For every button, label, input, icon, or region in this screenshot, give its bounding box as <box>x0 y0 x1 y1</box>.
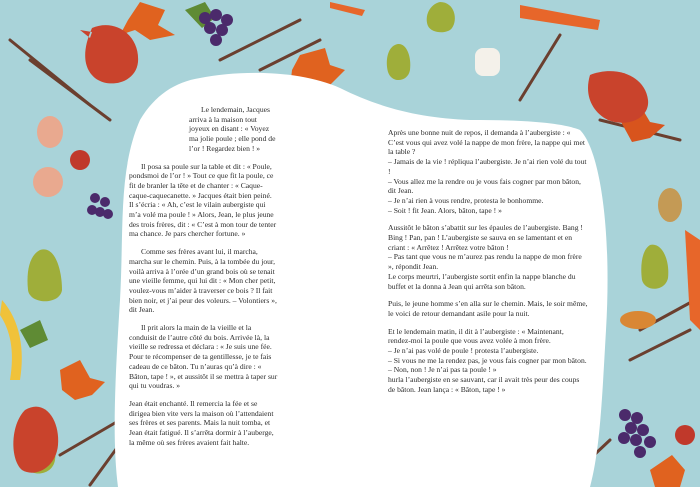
paragraph: – Vous allez me la rendre ou je vous fais cogner par mon bâton, dit Jean. <box>388 176 581 196</box>
paragraph: – Si vous ne me la rendez pas, je vous fais cogner par mon bâton. <box>388 355 587 365</box>
paragraph: Et le lendemain matin, il dit à l’aubergiste : « Maintenant, rendez-moi la poule que vous avez volée à mon frère. <box>388 326 564 346</box>
paragraph: hurla l’aubergiste en se sauvant, car il avait très peur des coups de bâton. Jean lança : « Bâton, tape ! » <box>388 375 580 394</box>
paragraph: Aussitôt le bâton s’abattit sur les épaules de l’aubergiste. Bang ! Bing ! Pan, pan ! L’aubergiste se sauva en se lamentant et en criant : « Arrêtez ! Arrêtez votre bâton ! <box>388 223 583 252</box>
paragraph: Le corps meurtri, l’aubergiste sortit enfin la nappe blanche du buffet et la donna à Jean qui arrêta son bâton. <box>388 271 576 291</box>
paragraph: Il posa sa poule sur la table et dit : « Poule, pondsmoi de l’or ! » Tout ce que fit la poule, ce fit de branler la tête et de chanter : « Caque-caque-caquecanette. » Jacques était bien peiné. <box>129 161 274 200</box>
paragraph: Après une bonne nuit de repos, il demanda à l’aubergiste : « C’est vous qui avez volé la nappe de mon frère, la nappe qui met la table ? <box>388 128 585 157</box>
paragraph: – Non, non ! Je n’ai pas ta poule ! » <box>388 365 497 375</box>
paragraph: Jean était enchanté. Il remercia la fée et se dirigea bien vite vers la maison où l’attendaient ses frères et ses parents. Mais la nuit tomba, et Jean était fatigué. Il s’arrêta dormir à l’auberge, la même où ses frères avaient fait halte. <box>129 398 274 447</box>
paragraph: Il s’écria : « Ah, c’est le vilain aubergiste qui m’a volé ma poule ! » Alors, Jean, le plus jeune des trois frères, dit : « C’est à mon tour de tenter ma chance. Je pars chercher fortune. » <box>129 200 277 239</box>
paragraph: Il prit alors la main de la vieille et la conduisit de l’autre côté du bois. Arrivée là, la vieille se redressa et déclara : « Je suis une fée. Pour te récompenser de ta gentillesse, je te fais cadeau de ce bâton. Tu n’auras qu’à dire : « Bâton, tape ! », et aussitôt il se mettra à taper sur qui tu voudras. » <box>129 323 278 391</box>
paragraph: Puis, le jeune homme s’en alla sur le chemin. Mais, le soir même, le voici de retour demandant asile pour la nuit. <box>388 299 588 318</box>
paragraph: – Jamais de la vie ! répliqua l’aubergiste. Je n’ai rien volé du tout ! <box>388 157 587 176</box>
paragraph: Le lendemain, Jacques arriva à la maison tout joyeux en disant : « Voyez ma jolie poule ; elle pond de l’or ! Regardez bien ! » <box>189 105 276 153</box>
paragraph: – Pas tant que vous ne m’aurez pas rendu la nappe de mon frère », répondit Jean. <box>388 252 582 272</box>
paragraph: – Je n’ai rien à vous rendre, protesta le bonhomme. <box>388 195 544 205</box>
paragraph: Comme ses frères avant lui, il marcha, marcha sur le chemin. Puis, à la tombée du jour, voilà arriva à l’orée d’un grand bois où se tenait une vieille femme, qui lui dit : « Mon cher petit, voulez-vous m’aider à traverser ce bois ? Il fait bien noir, et j’ai peur des voleurs. – Volontiers », dit Jean. <box>129 247 277 315</box>
right-text-column <box>388 128 588 395</box>
paragraph: – Soit ! fit Jean. Alors, bâton, tape ! » <box>388 205 502 215</box>
paragraph: – Je n’ai pas volé de poule ! protesta l’aubergiste. <box>388 346 539 356</box>
left-text-column <box>129 105 279 456</box>
